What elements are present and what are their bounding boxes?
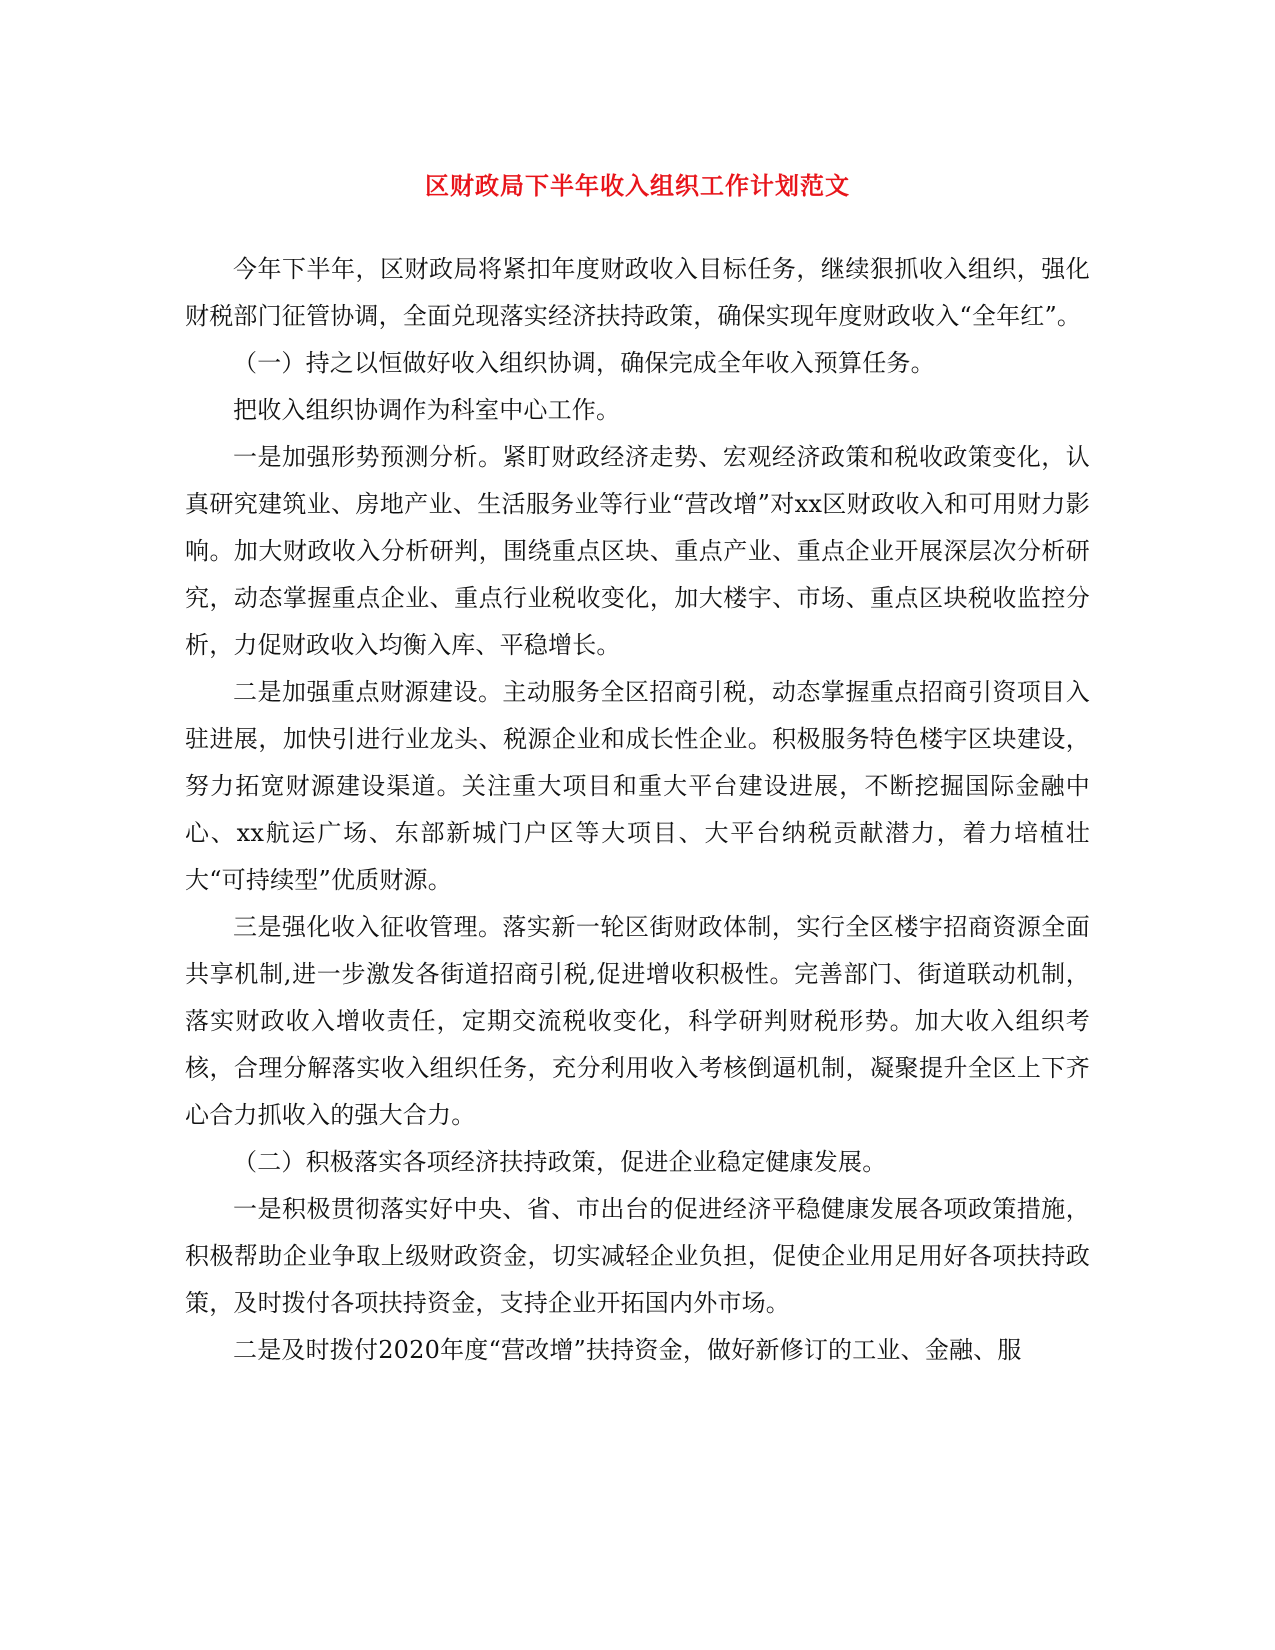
paragraph: 一是加强形势预测分析。紧盯财政经济走势、宏观经济政策和税收政策变化，认真研究建筑业、房地产业、生活服务业等行业“营改增”对xx区财政收入和可用财力影响。加大财政收入分析研判，围绕重点区块、重点产业、重点企业开展深层次分析研究，动态掌握重点企业、重点行业税收变化，加大楼宇、市场、重点区块税收监控分析，力促财政收入均衡入库、平稳增长。: [185, 443, 1090, 659]
paragraph: 一是积极贯彻落实好中央、省、市出台的促进经济平稳健康发展各项政策措施，积极帮助企业争取上级财政资金，切实减轻企业负担，促使企业用足用好各项扶持政策，及时拨付各项扶持资金，支持企业开拓国内外市场。: [185, 1195, 1090, 1317]
document-body: [185, 246, 1090, 1374]
paragraph: 把收入组织协调作为科室中心工作。: [233, 396, 621, 424]
paragraph: 二是加强重点财源建设。主动服务全区招商引税，动态掌握重点招商引资项目入驻进展，加快引进行业龙头、税源企业和成长性企业。积极服务特色楼宇区块建设，努力拓宽财源建设渠道。关注重大项目和重大平台建设进展，不断挖掘国际金融中心、xx航运广场、东部新城门户区等大项目、大平台纳税贡献潜力，着力培植壮大“可持续型”优质财源。: [185, 678, 1090, 894]
document-title: 区财政局下半年收入组织工作计划范文: [425, 171, 850, 200]
paragraph: 三是强化收入征收管理。落实新一轮区街财政体制，实行全区楼宇招商资源全面共享机制,进一步激发各街道招商引税,促进增收积极性。完善部门、街道联动机制，落实财政收入增收责任，定期交流税收变化，科学研判财税形势。加大收入组织考核，合理分解落实收入组织任务，充分利用收入考核倒逼机制，凝聚提升全区上下齐心合力抓收入的强大合力。: [185, 913, 1090, 1129]
section-heading-1: （一）持之以恒做好收入组织协调，确保完成全年收入预算任务。: [233, 349, 935, 377]
section-heading-2: （二）积极落实各项经济扶持政策，促进企业稳定健康发展。: [233, 1148, 887, 1176]
paragraph-intro: 今年下半年，区财政局将紧扣年度财政收入目标任务，继续狠抓收入组织，强化财税部门征管协调，全面兑现落实经济扶持政策，确保实现年度财政收入“全年红”。: [185, 255, 1090, 330]
paragraph: 二是及时拨付2020年度“营改增”扶持资金，做好新修订的工业、金融、服: [233, 1336, 1022, 1364]
